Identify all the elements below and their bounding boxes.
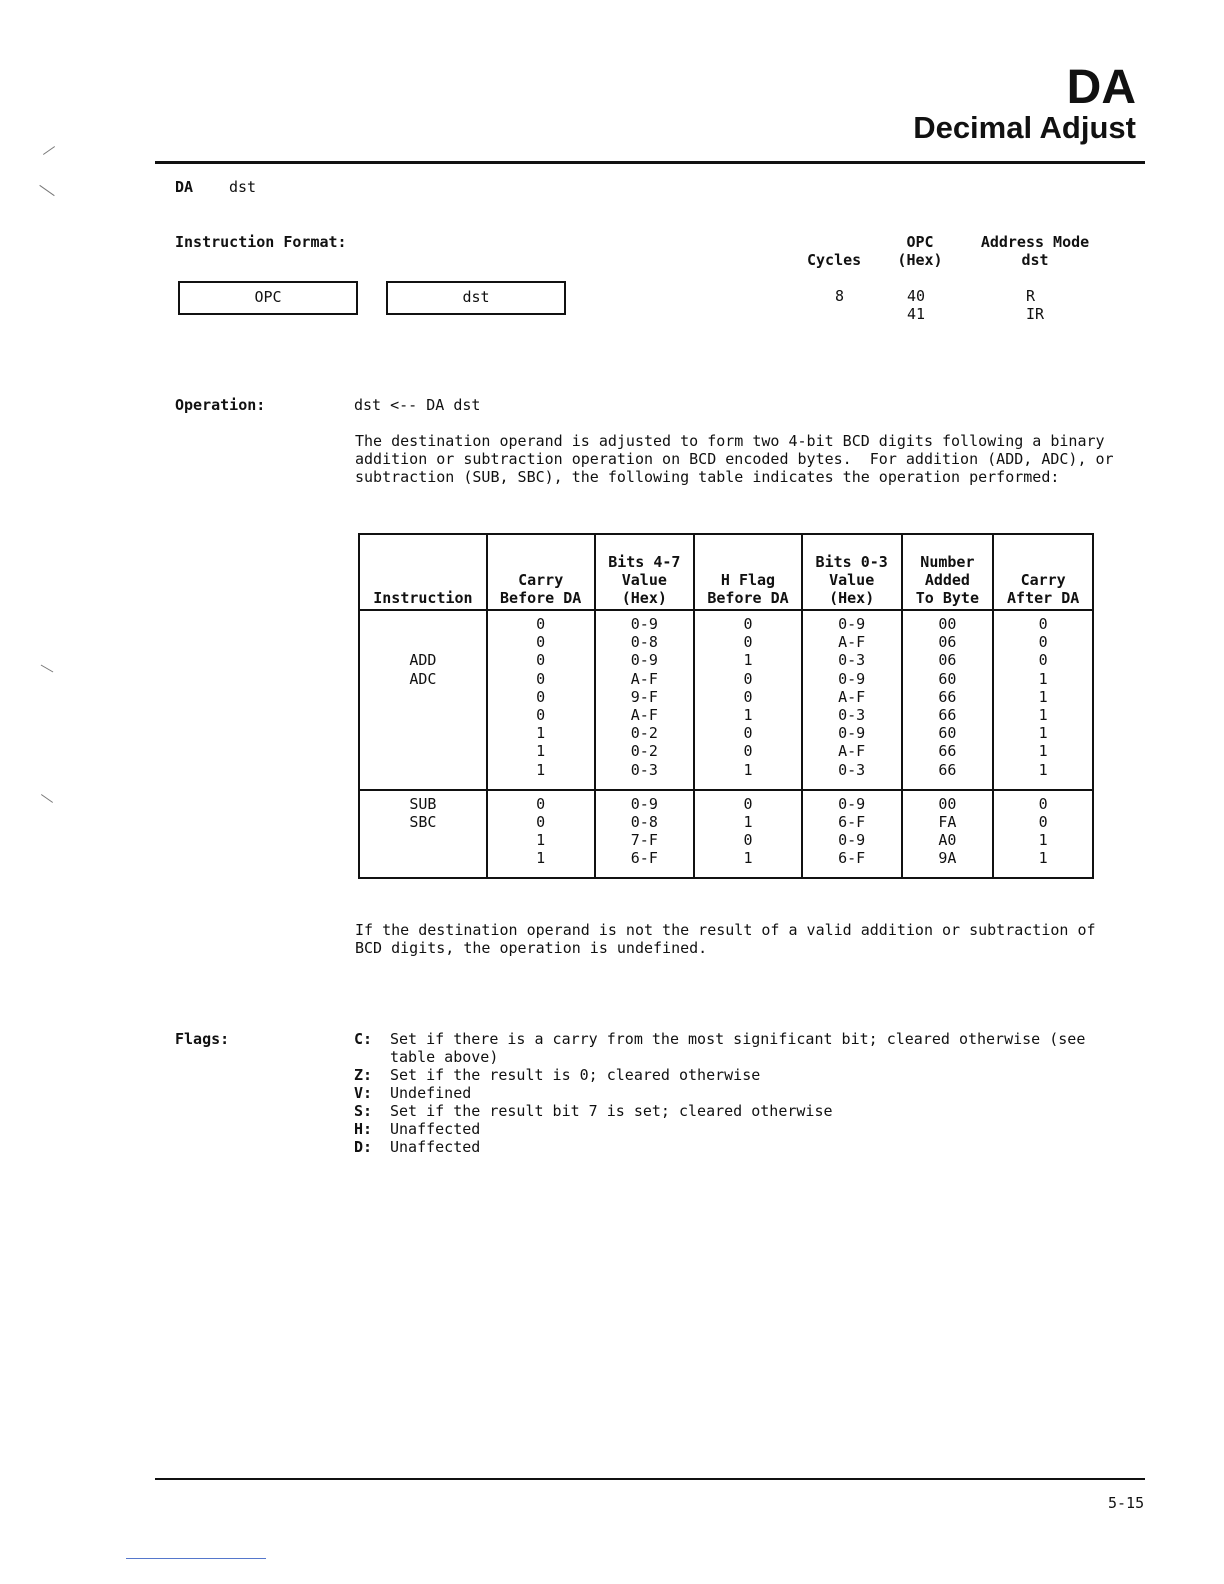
- cell-bits-0-3: 0-9 6-F 0-9 6-F: [802, 790, 902, 879]
- col-carry-after: Carry After DA: [993, 534, 1093, 610]
- undefined-note: If the destination operand is not the result of a valid addition or subtraction of BCD digits, the operation is undefined.: [355, 921, 1096, 957]
- col-bits-0-3: Bits 0-3 Value (Hex): [802, 534, 902, 610]
- footer-rule: [155, 1478, 1145, 1480]
- opcode-value: 41: [907, 305, 926, 323]
- page-title: DA: [1066, 61, 1136, 114]
- cell-bits-4-7: 0-9 0-8 7-F 6-F: [595, 790, 695, 879]
- address-mode-value: R: [1026, 287, 1036, 305]
- syntax-op: DA: [175, 178, 194, 196]
- cell-number-added: 00 06 06 60 66 66 60 66 66: [902, 610, 994, 790]
- operation-description: The destination operand is adjusted to form two 4-bit BCD digits following a binary addition or subtraction operation on BCD encoded bytes. For addition (ADD, ADC), or subtraction (SUB, SBC), the following table indicates the operation performed:: [355, 432, 1114, 486]
- flag-c: C: Set if there is a carry from the most significant bit; cleared otherwise (see: [354, 1030, 1086, 1048]
- flags-label: Flags:: [175, 1030, 230, 1048]
- cell-carry-before: 0 0 1 1: [487, 790, 595, 879]
- cell-carry-before: 0 0 0 0 0 0 1 1 1: [487, 610, 595, 790]
- col-h-flag: H Flag Before DA: [694, 534, 802, 610]
- flag-d: D: Unaffected: [354, 1138, 481, 1156]
- opc-hex-header: (Hex): [897, 251, 943, 269]
- table-group-add: [359, 610, 1093, 790]
- instruction-format-label: Instruction Format:: [175, 233, 347, 251]
- flag-z: Z: Set if the result is 0; cleared otherwise: [354, 1066, 761, 1084]
- table-header-row: [359, 534, 1093, 610]
- scan-mark: [39, 185, 54, 196]
- cell-h-flag: 0 1 0 1: [694, 790, 802, 879]
- cycles-header: Cycles: [807, 251, 862, 269]
- cell-number-added: 00 FA A0 9A: [902, 790, 994, 879]
- opcode-value: 40: [907, 287, 926, 305]
- operation-label: Operation:: [175, 396, 266, 414]
- cell-bits-0-3: 0-9 A-F 0-3 0-9 A-F 0-3 0-9 A-F 0-3: [802, 610, 902, 790]
- address-mode-value: IR: [1026, 305, 1045, 323]
- cell-carry-after: 0 0 1 1: [993, 790, 1093, 879]
- cell-instruction: ADD ADC: [359, 610, 487, 790]
- cell-carry-after: 0 0 0 1 1 1 1 1 1: [993, 610, 1093, 790]
- col-instruction: Instruction: [359, 534, 487, 610]
- page-subtitle: Decimal Adjust: [913, 110, 1136, 145]
- flag-h: H: Unaffected: [354, 1120, 481, 1138]
- scan-mark: [41, 794, 53, 803]
- address-mode-dst-header: dst: [1021, 251, 1049, 269]
- cycles-value: 8: [835, 287, 845, 305]
- flag-v: V: Undefined: [354, 1084, 472, 1102]
- col-carry-before: Carry Before DA: [487, 534, 595, 610]
- flag-s: S: Set if the result bit 7 is set; cleared otherwise: [354, 1102, 833, 1120]
- opc-header: OPC: [906, 233, 934, 251]
- operation-expression: dst <-- DA dst: [354, 396, 481, 414]
- cell-bits-4-7: 0-9 0-8 0-9 A-F 9-F A-F 0-2 0-2 0-3: [595, 610, 695, 790]
- syntax-operand: dst: [229, 178, 257, 196]
- scan-underline-mark: [126, 1558, 266, 1559]
- cell-h-flag: 0 0 1 0 0 1 0 0 1: [694, 610, 802, 790]
- scan-mark: [43, 146, 55, 155]
- flag-c-continued: table above): [390, 1048, 499, 1066]
- scan-mark: [41, 665, 54, 673]
- dst-box: dst: [386, 281, 566, 315]
- header-rule: [155, 161, 1145, 164]
- address-mode-header: Address Mode: [980, 233, 1090, 251]
- col-bits-4-7: Bits 4-7 Value (Hex): [595, 534, 695, 610]
- decimal-adjust-table: [358, 533, 1094, 879]
- opc-box: OPC: [178, 281, 358, 315]
- page-number: 5-15: [1108, 1494, 1145, 1512]
- col-number-added: Number Added To Byte: [902, 534, 994, 610]
- table-group-sub: [359, 790, 1093, 879]
- cell-instruction: SUB SBC: [359, 790, 487, 879]
